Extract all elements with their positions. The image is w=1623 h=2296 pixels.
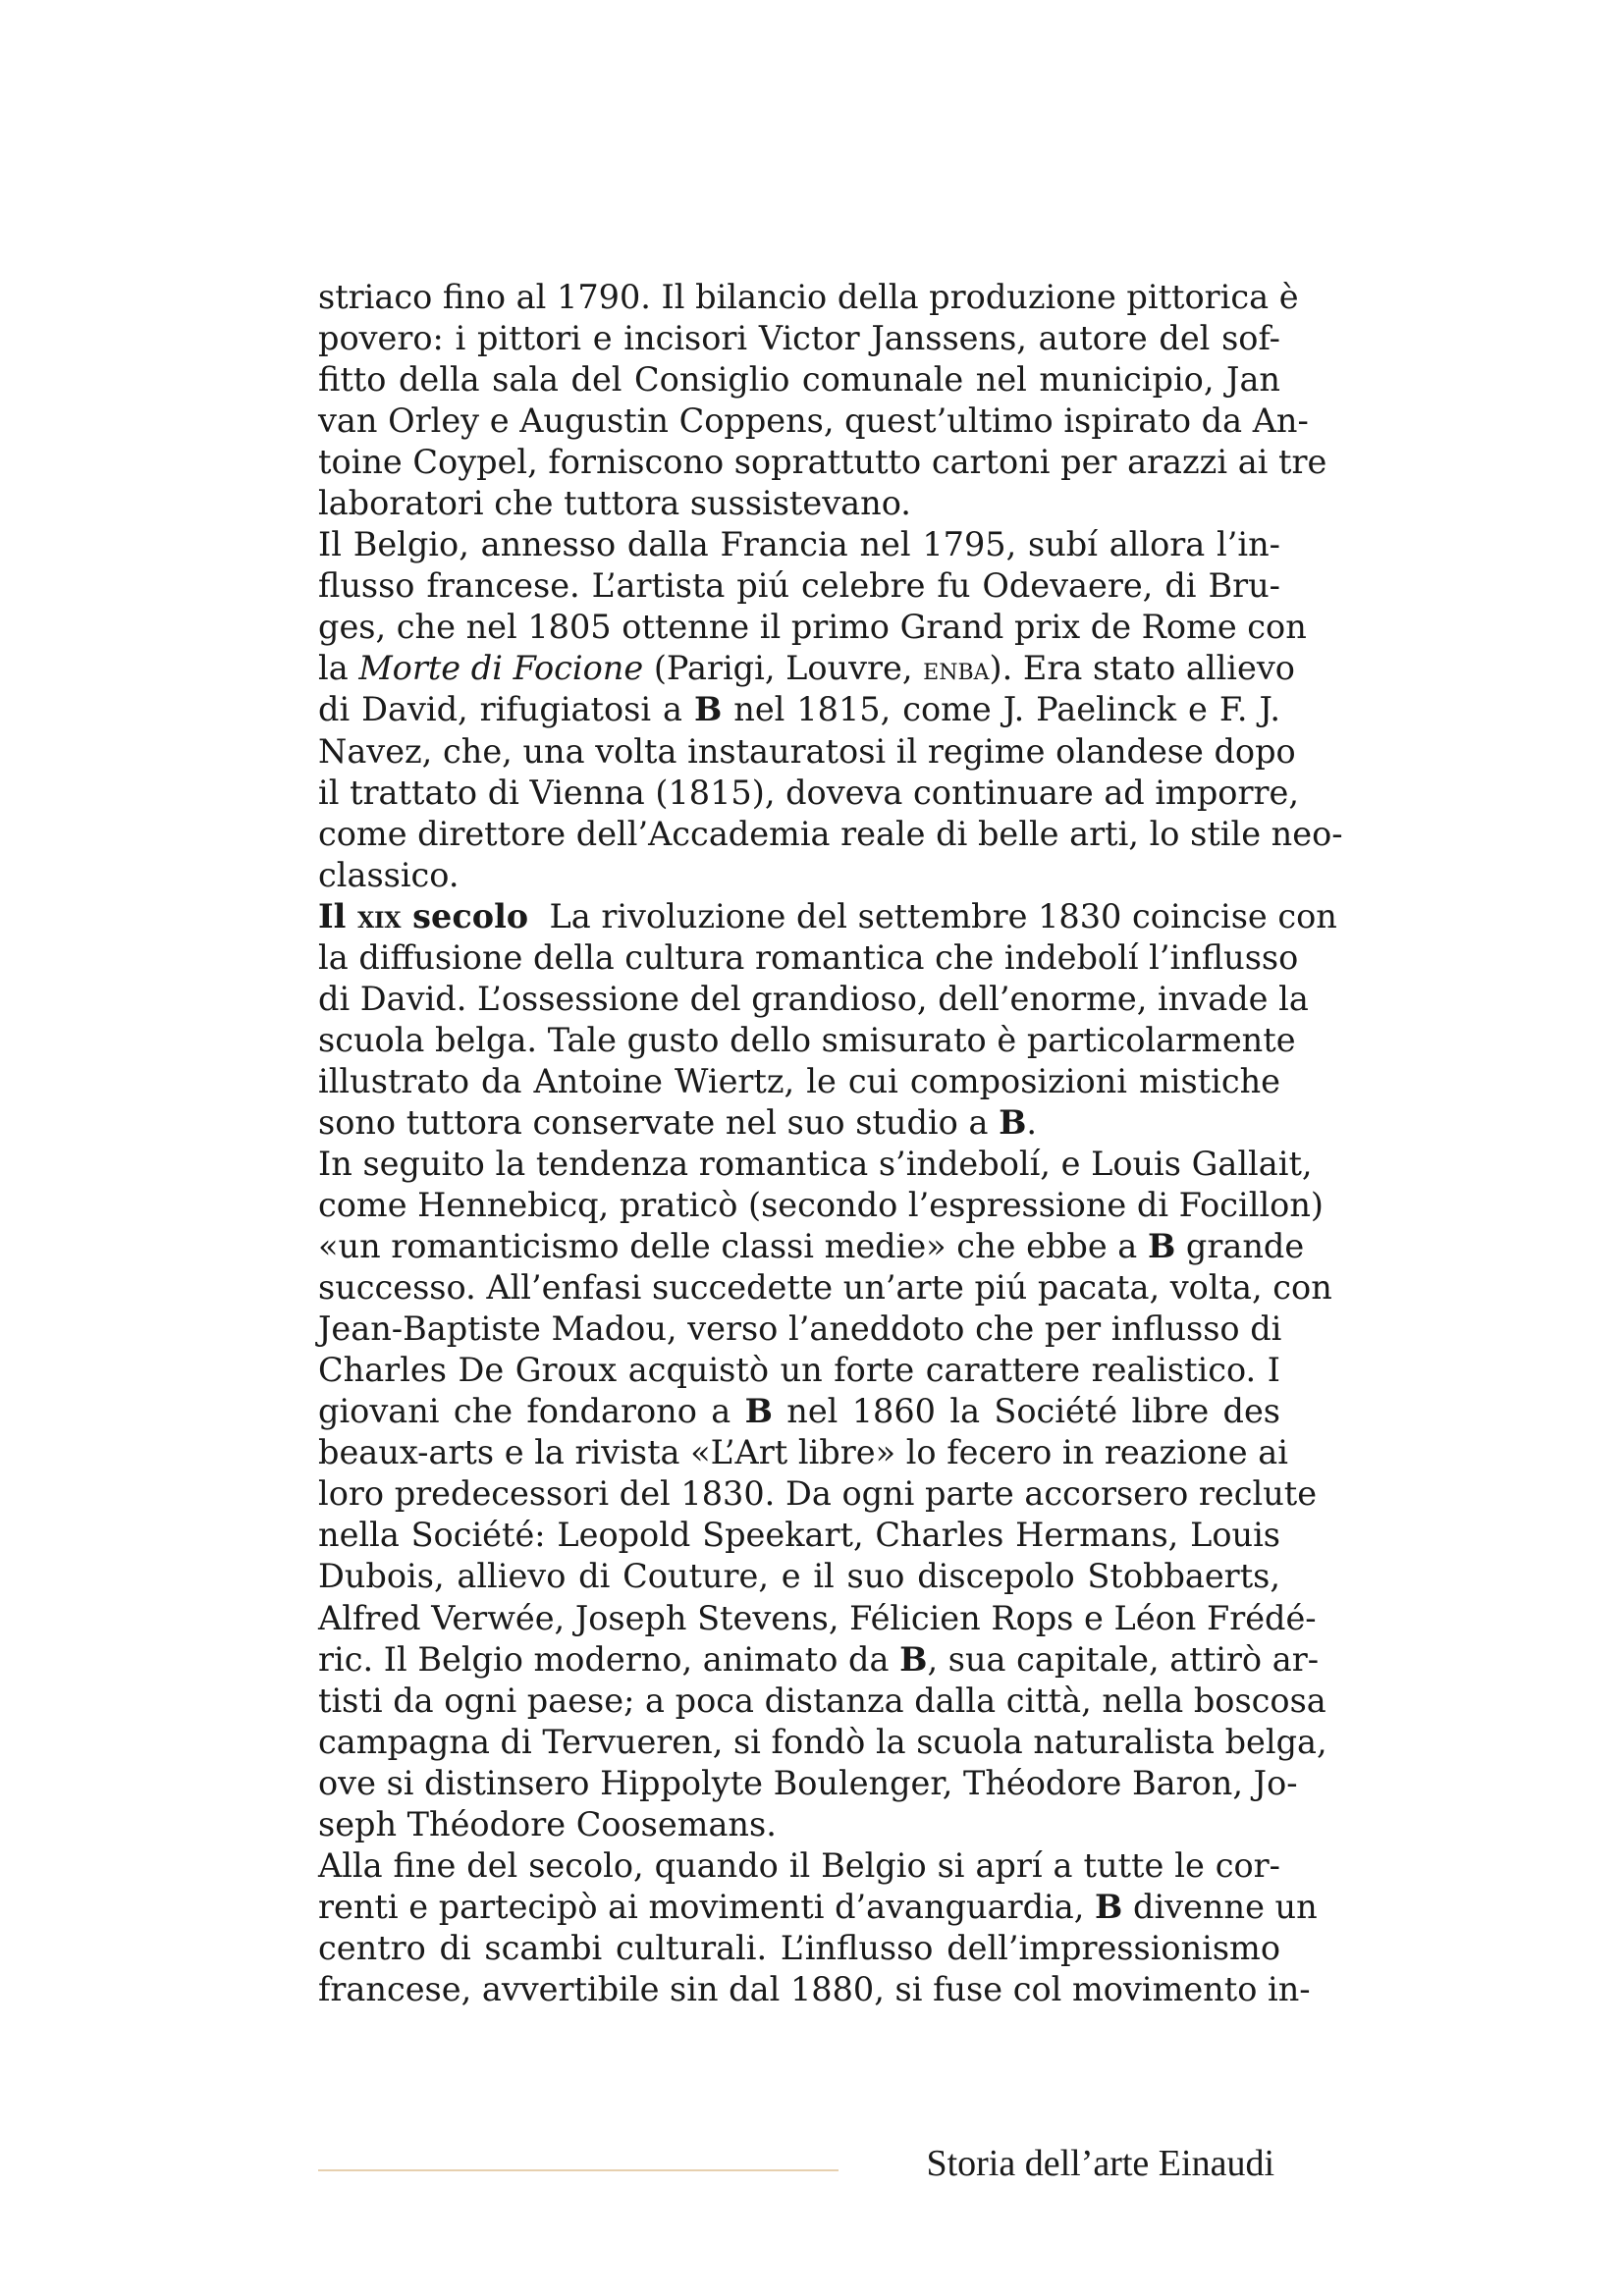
text-line <box>318 1020 1296 1061</box>
text-line <box>318 1267 1332 1308</box>
text-line <box>318 937 1299 979</box>
text-line <box>318 1185 1324 1226</box>
text-segment: Jean-Baptiste Madou, verso l’aneddoto che per influsso di <box>318 1309 1282 1349</box>
text-segment: enba <box>923 650 990 688</box>
text-line <box>318 483 1280 524</box>
text-segment: flusso francese. L’artista piú celebre fu Odevaere, di Bru- <box>318 566 1280 606</box>
text-segment: classico. <box>318 855 460 894</box>
text-segment: beaux-arts e la rivista «L’Art libre» lo fecero in reazione ai <box>318 1433 1288 1472</box>
text-line <box>318 359 1280 400</box>
text-segment: come Hennebicq, praticò (secondo l’espressione di Focillon) <box>318 1186 1324 1225</box>
text-segment: B <box>693 690 723 729</box>
text-line <box>318 1556 1280 1597</box>
text-line <box>318 1887 1318 1928</box>
text-segment: Il Belgio, annesso dalla Francia nel 1795, subí allora l’in- <box>318 525 1280 564</box>
text-segment: tisti da ogni paese; a poca distanza dalla città, nella boscosa <box>318 1681 1326 1720</box>
text-segment: fitto della sala del Consiglio comunale nel municipio, Jan <box>318 360 1280 400</box>
text-line <box>318 442 1327 483</box>
text-segment: La rivoluzione del settembre 1830 coincise con <box>528 896 1337 935</box>
text-segment: (Parigi, Louvre, <box>643 649 924 688</box>
text-line <box>318 1308 1280 1350</box>
text-segment: come direttore dell’Accademia reale di belle arti, lo stile neo- <box>318 814 1343 853</box>
text-segment: striaco fino al 1790. Il bilancio della produzione pittorica è <box>318 278 1299 316</box>
text-segment: loro predecessori del 1830. Da ogni parte accorsero reclute <box>318 1474 1318 1514</box>
text-segment: Alfred Verwée, Joseph Stevens, Félicien Rops e Léon Frédé- <box>318 1598 1317 1637</box>
text-line <box>318 1763 1298 1804</box>
text-line <box>318 1804 1280 1845</box>
text-line <box>318 1391 1280 1432</box>
text-segment: povero: i pittori e incisori Victor Janssens, autore del sof- <box>318 319 1280 358</box>
text-segment: secolo <box>401 896 529 935</box>
text-segment: ric. Il Belgio moderno, animato da <box>318 1639 900 1679</box>
text-segment: la diffusione della cultura romantica che indebolí l’influsso <box>318 937 1299 977</box>
text-segment: divenne un <box>1122 1887 1318 1926</box>
text-segment: nel 1860 la Société libre des <box>772 1392 1280 1431</box>
text-segment: seph Théodore Coosemans. <box>318 1804 777 1843</box>
text-segment: B <box>1095 1887 1123 1926</box>
text-line <box>318 1845 1280 1887</box>
text-line <box>318 1598 1317 1639</box>
text-segment: illustrato da Antoine Wiertz, le cui composizioni mistiche <box>318 1061 1280 1100</box>
text-segment: Alla fine del secolo, quando il Belgio si aprí a tutte le cor- <box>318 1845 1280 1885</box>
text-segment: laboratori che tuttora sussistevano. <box>318 484 911 523</box>
text-segment: scuola belga. Tale gusto dello smisurato è particolarmente <box>318 1020 1296 1059</box>
text-line <box>318 1681 1326 1722</box>
text-segment: van Orley e Augustin Coppens, quest’ultimo ispirato da An- <box>318 401 1309 441</box>
text-line <box>318 607 1307 648</box>
text-segment: xix <box>357 897 402 935</box>
text-segment: Dubois, allievo di Couture, e il suo discepolo Stobbaerts, <box>318 1557 1280 1596</box>
text-segment: nel 1815, come J. Paelinck e F. J. <box>722 690 1280 729</box>
text-segment: B <box>744 1392 773 1431</box>
text-line <box>318 731 1296 773</box>
text-line <box>318 1061 1280 1102</box>
text-segment: , sua capitale, attirò ar- <box>927 1639 1320 1679</box>
text-line <box>318 773 1299 814</box>
text-line <box>318 1969 1311 2010</box>
text-segment: il trattato di Vienna (1815), doveva continuare ad imporre, <box>318 773 1299 812</box>
text-segment: ove si distinsero Hippolyte Boulenger, Théodore Baron, Jo- <box>318 1763 1298 1802</box>
text-line <box>318 318 1280 359</box>
text-segment: Morte di Focione <box>358 649 644 688</box>
text-segment: B <box>899 1639 928 1679</box>
text-segment: sono tuttora conservate nel suo studio a <box>318 1102 1000 1142</box>
text-line <box>318 648 1295 689</box>
text-line <box>318 1639 1320 1681</box>
text-segment: «un romanticismo delle classi medie» che ebbe a <box>318 1227 1148 1266</box>
text-segment: toine Coypel, forniscono soprattutto cartoni per arazzi ai tre <box>318 443 1327 482</box>
text-line <box>318 1473 1318 1515</box>
text-segment: centro di scambi culturali. L’influsso dell’impressionismo <box>318 1928 1280 1967</box>
text-segment: Il <box>318 896 358 935</box>
text-segment: . <box>1026 1102 1038 1142</box>
text-segment: francese, avvertibile sin dal 1880, si fuse col movimento in- <box>318 1969 1311 2008</box>
body-text <box>318 277 1343 2010</box>
text-line <box>318 1722 1327 1763</box>
text-line <box>318 1350 1280 1391</box>
text-segment: B <box>999 1102 1027 1142</box>
text-line <box>318 1515 1280 1556</box>
text-line <box>318 400 1309 442</box>
text-segment: renti e partecipò ai movimenti d’avanguardia, <box>318 1887 1096 1926</box>
text-line <box>318 1226 1305 1267</box>
text-line <box>318 979 1309 1020</box>
text-segment: la <box>318 649 359 688</box>
text-segment: ges, che nel 1805 ottenne il primo Grand prix de Rome con <box>318 608 1307 647</box>
text-line <box>318 1432 1288 1473</box>
text-line <box>318 1928 1280 1969</box>
text-line <box>318 1144 1313 1185</box>
footer-rule <box>318 2169 839 2171</box>
text-segment: In seguito la tendenza romantica s’indebolí, e Louis Gallait, <box>318 1144 1313 1183</box>
text-line <box>318 689 1280 730</box>
text-segment: successo. All’enfasi succedette un’arte piú pacata, volta, con <box>318 1268 1332 1308</box>
text-line <box>318 524 1280 565</box>
footer-title: Storia dell’arte Einaudi <box>926 2143 1274 2184</box>
text-line <box>318 277 1299 318</box>
text-segment: campagna di Tervueren, si fondò la scuola naturalista belga, <box>318 1722 1327 1761</box>
text-segment: ). Era stato allievo <box>989 649 1295 688</box>
text-segment: grande <box>1175 1227 1305 1266</box>
text-line <box>318 565 1280 607</box>
text-line <box>318 896 1337 937</box>
text-segment: Charles De Groux acquistò un forte carattere realistico. I <box>318 1351 1280 1390</box>
text-segment: giovani che fondarono a <box>318 1392 745 1431</box>
text-segment: di David. L’ossessione del grandioso, dell’enorme, invade la <box>318 979 1309 1018</box>
text-segment: B <box>1147 1227 1176 1266</box>
text-line <box>318 1102 1280 1144</box>
text-line <box>318 814 1343 855</box>
page-footer <box>318 2140 1274 2187</box>
text-line <box>318 855 1280 896</box>
text-segment: Navez, che, una volta instauratosi il regime olandese dopo <box>318 731 1296 771</box>
text-segment: di David, rifugiatosi a <box>318 690 694 729</box>
text-segment: nella Société: Leopold Speekart, Charles Hermans, Louis <box>318 1516 1280 1555</box>
